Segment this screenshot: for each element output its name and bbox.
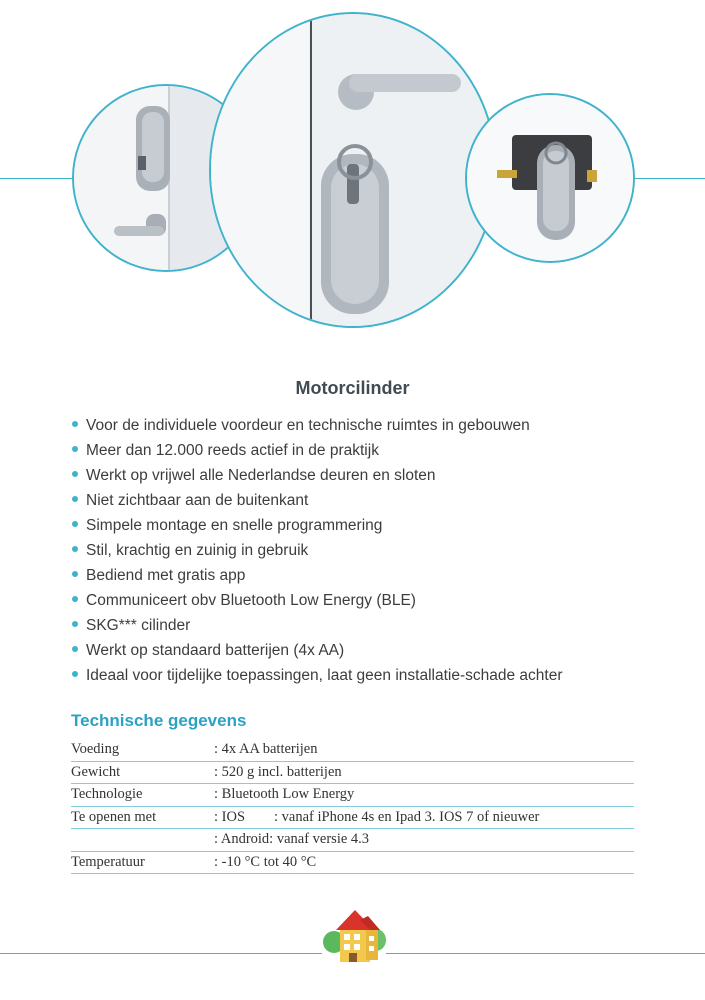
- spec-value: : 4x AA batterijen: [214, 741, 318, 757]
- house-logo-icon: [320, 906, 388, 966]
- spec-value: : -10 °C tot 40 °C: [214, 853, 317, 870]
- feature-item: Ideaal voor tijdelijke toepassingen, laat geen installatie-schade achter: [72, 663, 563, 688]
- bullet-icon: [72, 671, 78, 677]
- specs-table: [71, 739, 634, 874]
- spec-value: : Android: vanaf versie 4.3: [214, 831, 370, 847]
- bullet-icon: [72, 521, 78, 527]
- feature-list: [72, 413, 563, 688]
- feature-item: Communiceert obv Bluetooth Low Energy (BLE): [72, 588, 563, 613]
- bullet-icon: [72, 421, 78, 427]
- bullet-icon: [72, 546, 78, 552]
- feature-item: SKG*** cilinder: [72, 613, 563, 638]
- bullet-icon: [72, 496, 78, 502]
- spec-value: : IOS : vanaf iPhone 4s en Ipad 3. IOS 7 of nieuwer: [214, 808, 540, 825]
- feature-item: Simpele montage en snelle programmering: [72, 513, 563, 538]
- feature-item: Voor de individuele voordeur en technische ruimtes in gebouwen: [72, 413, 563, 438]
- bullet-icon: [72, 471, 78, 477]
- spec-label: Temperatuur: [71, 853, 145, 870]
- feature-item: Werkt op vrijwel alle Nederlandse deuren en sloten: [72, 463, 563, 488]
- spec-row: [71, 739, 634, 762]
- feature-item: Werkt op standaard batterijen (4x AA): [72, 638, 563, 663]
- bullet-icon: [72, 446, 78, 452]
- footer-line-left: [0, 953, 322, 954]
- spec-label: Technologie: [71, 786, 143, 802]
- feature-item: Stil, krachtig en zuinig in gebruik: [72, 538, 563, 563]
- photo-door-front: [209, 12, 497, 328]
- top-right-line: [632, 178, 705, 179]
- bullet-icon: [72, 596, 78, 602]
- feature-item: Meer dan 12.000 reeds actief in de praktijk: [72, 438, 563, 463]
- spec-row: [71, 762, 634, 785]
- top-left-line: [0, 178, 80, 179]
- spec-label: Voeding: [71, 741, 120, 757]
- spec-label: Gewicht: [71, 763, 121, 780]
- bullet-icon: [72, 621, 78, 627]
- bullet-icon: [72, 646, 78, 652]
- feature-item: Niet zichtbaar aan de buitenkant: [72, 488, 563, 513]
- bullet-icon: [72, 571, 78, 577]
- spec-row: [71, 829, 634, 852]
- photo-lock-body: [465, 93, 635, 263]
- spec-value: : Bluetooth Low Energy: [214, 786, 355, 802]
- spec-label: Te openen met: [71, 808, 157, 825]
- product-title: Motorcilinder: [295, 378, 410, 398]
- spec-row: [71, 852, 634, 875]
- spec-row: [71, 784, 634, 807]
- spec-row: [71, 807, 634, 830]
- specs-heading: Technische gegevens: [71, 711, 247, 730]
- spec-value: : 520 g incl. batterijen: [214, 763, 342, 780]
- footer-line-right: [386, 953, 705, 954]
- feature-item: Bediend met gratis app: [72, 563, 563, 588]
